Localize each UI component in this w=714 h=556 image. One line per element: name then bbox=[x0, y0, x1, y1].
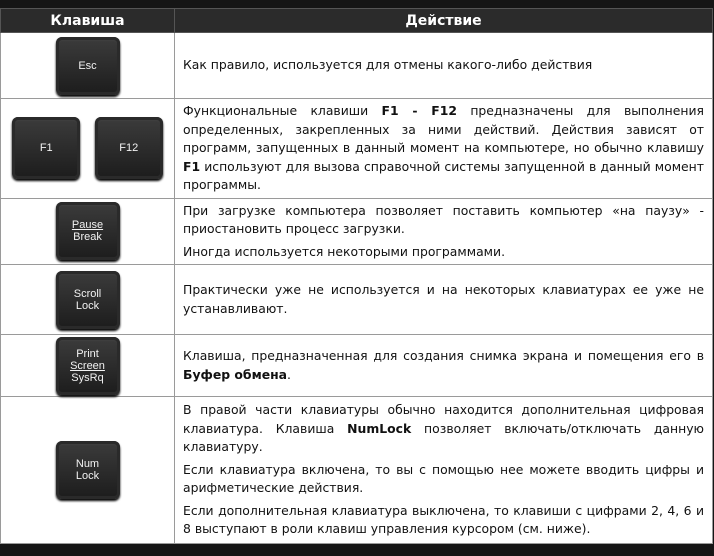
description-paragraph bbox=[183, 243, 704, 262]
action-description bbox=[175, 265, 713, 335]
text-run: Если клавиатура включена, то вы с помощью нее можете вводить цифры и арифметические действия. bbox=[183, 461, 704, 496]
key-label: Lock bbox=[75, 470, 100, 482]
text-run: предназначены для выполнения определенных, закрепленных за ними действий. Действия зависят от программ, запущенных в данный момент на компьютере, но обычно клавишу bbox=[183, 103, 704, 155]
key-label: Num bbox=[75, 458, 100, 470]
keyboard-key-image bbox=[12, 117, 80, 179]
bold-term: Буфер обмена bbox=[183, 366, 288, 382]
keyboard-key-image bbox=[56, 37, 120, 95]
text-run: Функциональные клавиши bbox=[183, 103, 382, 118]
header-action-column: Действие bbox=[175, 9, 713, 33]
text-run: Иногда используется некоторыми программами. bbox=[183, 243, 506, 259]
table-row bbox=[1, 33, 713, 99]
action-description bbox=[175, 33, 713, 99]
bold-term: F1 bbox=[183, 158, 201, 174]
key-cell bbox=[1, 397, 175, 544]
table-row bbox=[1, 335, 713, 397]
action-description bbox=[175, 198, 713, 265]
key-label: F12 bbox=[119, 142, 139, 155]
table-row bbox=[1, 265, 713, 335]
keyboard-key-image bbox=[56, 271, 120, 329]
bold-term: NumLock bbox=[347, 420, 412, 436]
key-label: Pause bbox=[71, 219, 104, 232]
table-body bbox=[1, 33, 713, 544]
key-label: Screen bbox=[70, 359, 105, 372]
description-paragraph bbox=[183, 502, 704, 539]
keyboard-key-image bbox=[56, 441, 120, 499]
keyboard-key-image bbox=[56, 202, 120, 260]
description-paragraph bbox=[183, 281, 704, 318]
bold-term: F1 - F12 bbox=[381, 103, 457, 118]
key-label: Break bbox=[73, 231, 102, 244]
action-description bbox=[175, 335, 713, 397]
text-run: позволяет включать/отключать данную клавиатуру. bbox=[183, 420, 704, 455]
key-cell bbox=[1, 198, 175, 265]
description-paragraph bbox=[183, 56, 704, 75]
text-run: Клавиша, предназначенная для создания снимка экрана и помещения его в bbox=[183, 348, 704, 363]
header-key-column: Клавиша bbox=[1, 9, 175, 33]
text-run: Практически уже не используется и на некоторых клавиатурах ее уже не устанавливают. bbox=[183, 282, 704, 316]
keyboard-key-image bbox=[95, 117, 163, 179]
table-row bbox=[1, 198, 713, 265]
text-run: используют для вызова справочной системы запущенной в данный момент программы. bbox=[183, 158, 704, 192]
description-paragraph bbox=[183, 401, 704, 457]
action-description bbox=[175, 397, 713, 544]
text-run: Если дополнительная клавиатура выключена, то клавиши с цифрами 2, 4, 6 и 8 выступают в роли клавиш управления курсором (см. ниже). bbox=[183, 502, 704, 537]
description-paragraph bbox=[183, 461, 704, 498]
key-label: SysRq bbox=[71, 371, 104, 384]
key-cell bbox=[1, 33, 175, 99]
description-paragraph bbox=[183, 102, 704, 195]
keys-table bbox=[0, 8, 713, 544]
key-label: Scroll bbox=[73, 287, 102, 300]
action-description bbox=[175, 99, 713, 199]
key-label: F1 bbox=[39, 142, 53, 155]
key-cell bbox=[1, 265, 175, 335]
key-cell bbox=[1, 335, 175, 397]
table-row bbox=[1, 397, 713, 544]
table-row bbox=[1, 99, 713, 199]
text-run: В правой части клавиатуры обычно находится дополнительная цифровая клавиатура. Клавиша bbox=[183, 402, 704, 436]
text-run: . bbox=[287, 366, 291, 382]
text-run: Как правило, используется для отмены какого-либо действия bbox=[183, 57, 593, 73]
key-cell bbox=[1, 99, 175, 199]
text-run: При загрузке компьютера позволяет поставить компьютер «на паузу» - приостановить процесс загрузки. bbox=[183, 202, 704, 236]
key-label: Esc bbox=[78, 59, 97, 72]
key-label: Lock bbox=[75, 299, 100, 312]
table-header-row bbox=[1, 9, 713, 33]
key-label: Print bbox=[76, 347, 99, 360]
description-paragraph bbox=[183, 347, 704, 384]
keyboard-key-image bbox=[56, 337, 120, 395]
description-paragraph bbox=[183, 202, 704, 239]
